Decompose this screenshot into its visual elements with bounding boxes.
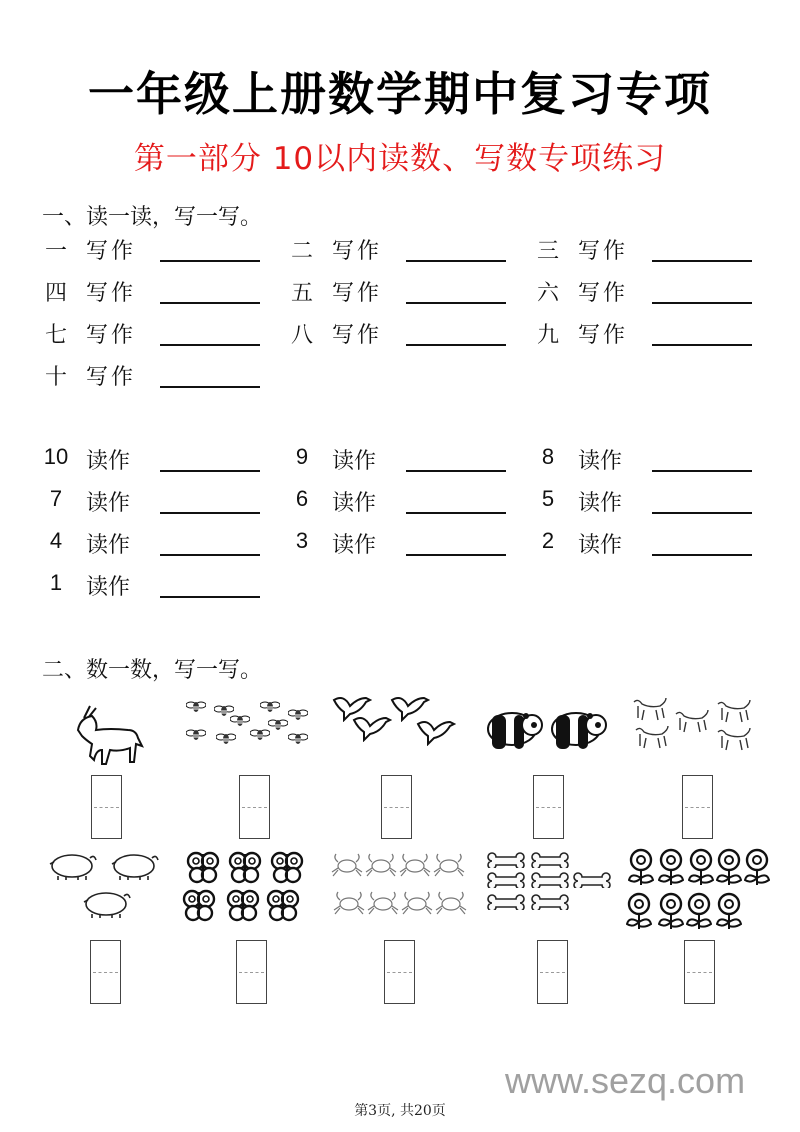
answer-box[interactable] — [537, 940, 568, 1004]
pig-icon — [108, 850, 160, 886]
item-number: 五 — [290, 281, 313, 306]
read-item — [38, 570, 278, 600]
bone-icon — [530, 892, 570, 914]
bone-icon — [486, 850, 526, 872]
item-number: 七 — [44, 323, 67, 348]
bee-icon — [216, 730, 236, 749]
pig-icon — [46, 850, 98, 886]
read-item — [284, 486, 524, 516]
bee-icon — [250, 726, 270, 745]
dashed-midline — [687, 972, 712, 973]
section-subtitle: 第一部分 10以内读数、写数专项练习 — [133, 141, 667, 177]
write-item — [284, 234, 524, 264]
bee-icon — [288, 730, 308, 749]
answer-blank[interactable] — [406, 470, 506, 472]
crab-icon — [432, 848, 466, 882]
item-number: 9 — [295, 444, 309, 469]
item-label: 读作 — [86, 533, 131, 558]
pig-icon — [80, 888, 132, 924]
answer-blank[interactable] — [652, 260, 752, 262]
answer-blank[interactable] — [406, 302, 506, 304]
answer-blank[interactable] — [160, 302, 260, 304]
write-item — [38, 234, 278, 264]
bee-icon — [268, 716, 288, 735]
bee-icon — [186, 726, 206, 745]
panda-icon — [548, 705, 608, 755]
write-item — [38, 360, 278, 390]
flower-icon — [716, 848, 742, 890]
item-label: 写作 — [332, 281, 383, 306]
item-number: 10 — [43, 444, 69, 469]
item-label: 读作 — [578, 491, 623, 516]
item-number: 4 — [49, 528, 63, 553]
bone-icon — [486, 870, 526, 892]
item-number: 6 — [295, 486, 309, 511]
answer-blank[interactable] — [652, 554, 752, 556]
flower-icon — [744, 848, 770, 890]
answer-blank[interactable] — [160, 386, 260, 388]
item-label: 读作 — [332, 533, 377, 558]
flower-icon — [628, 848, 654, 890]
item-label: 读作 — [578, 449, 623, 474]
answer-blank[interactable] — [406, 344, 506, 346]
flower-icon — [626, 892, 652, 934]
answer-blank[interactable] — [652, 302, 752, 304]
dashed-midline — [387, 972, 412, 973]
write-item — [530, 276, 770, 306]
item-number: 六 — [536, 281, 559, 306]
flower-icon — [658, 892, 684, 934]
dashed-midline — [94, 807, 119, 808]
answer-blank[interactable] — [406, 260, 506, 262]
item-label: 读作 — [86, 449, 131, 474]
flower-icon — [688, 848, 714, 890]
answer-blank[interactable] — [160, 260, 260, 262]
answer-box[interactable] — [381, 775, 412, 839]
answer-box[interactable] — [236, 940, 267, 1004]
butterfly-icon — [270, 850, 304, 888]
item-label: 读作 — [86, 575, 131, 600]
write-item — [530, 234, 770, 264]
read-item — [284, 528, 524, 558]
item-label: 写作 — [332, 239, 383, 264]
item-number: 一 — [44, 239, 67, 264]
item-label: 读作 — [86, 491, 131, 516]
dashed-midline — [384, 807, 409, 808]
read-item — [530, 528, 770, 558]
item-number: 1 — [49, 570, 63, 595]
item-label: 写作 — [578, 323, 629, 348]
crab-icon — [434, 886, 468, 920]
butterfly-icon — [182, 888, 216, 926]
answer-box[interactable] — [239, 775, 270, 839]
answer-blank[interactable] — [160, 554, 260, 556]
dove-icon — [414, 714, 456, 750]
answer-blank[interactable] — [406, 512, 506, 514]
bone-icon — [530, 850, 570, 872]
answer-box[interactable] — [684, 940, 715, 1004]
butterfly-icon — [226, 888, 260, 926]
page-title: 一年级上册数学期中复习专项 — [88, 67, 712, 121]
item-number: 二 — [290, 239, 313, 264]
item-number: 7 — [49, 486, 63, 511]
answer-blank[interactable] — [652, 344, 752, 346]
answer-blank[interactable] — [160, 470, 260, 472]
item-number: 8 — [541, 444, 555, 469]
answer-blank[interactable] — [652, 512, 752, 514]
answer-blank[interactable] — [160, 596, 260, 598]
item-label: 写作 — [86, 239, 137, 264]
bee-icon — [288, 706, 308, 725]
answer-box[interactable] — [90, 940, 121, 1004]
item-label: 写作 — [578, 281, 629, 306]
butterfly-icon — [228, 850, 262, 888]
item-number: 九 — [536, 323, 559, 348]
read-item — [530, 486, 770, 516]
item-number: 八 — [290, 323, 313, 348]
item-number: 三 — [536, 239, 559, 264]
crab-icon — [400, 886, 434, 920]
dashed-midline — [93, 972, 118, 973]
dashed-midline — [685, 807, 710, 808]
write-item — [38, 276, 278, 306]
flower-icon — [658, 848, 684, 890]
dashed-midline — [540, 972, 565, 973]
bee-icon — [260, 698, 280, 717]
item-number: 2 — [541, 528, 555, 553]
read-item — [284, 444, 524, 474]
flower-icon — [716, 892, 742, 934]
question-2-heading: 二、数一数，写一写。 — [42, 658, 263, 683]
horse-icon — [672, 708, 712, 740]
write-item — [530, 318, 770, 348]
flower-icon — [686, 892, 712, 934]
answer-blank[interactable] — [652, 470, 752, 472]
item-label: 读作 — [332, 491, 377, 516]
horse-icon — [632, 724, 672, 756]
read-item — [38, 444, 278, 474]
butterfly-icon — [266, 888, 300, 926]
dashed-midline — [239, 972, 264, 973]
goat-icon — [70, 700, 150, 774]
item-label: 写作 — [86, 323, 137, 348]
item-label: 写作 — [332, 323, 383, 348]
answer-box[interactable] — [533, 775, 564, 839]
answer-box[interactable] — [91, 775, 122, 839]
horse-icon — [714, 726, 754, 758]
watermark: www.sezq.com — [505, 1060, 746, 1101]
bone-icon — [530, 870, 570, 892]
answer-box[interactable] — [384, 940, 415, 1004]
item-label: 读作 — [332, 449, 377, 474]
crab-icon — [366, 886, 400, 920]
crab-icon — [332, 886, 366, 920]
write-item — [284, 276, 524, 306]
item-label: 写作 — [86, 365, 137, 390]
answer-box[interactable] — [682, 775, 713, 839]
butterfly-icon — [186, 850, 220, 888]
dashed-midline — [536, 807, 561, 808]
item-number: 十 — [44, 365, 67, 390]
dove-icon — [350, 710, 392, 746]
bone-icon — [486, 892, 526, 914]
write-item — [38, 318, 278, 348]
write-item — [284, 318, 524, 348]
item-number: 3 — [295, 528, 309, 553]
panda-icon — [484, 705, 544, 755]
read-item — [38, 486, 278, 516]
answer-blank[interactable] — [160, 512, 260, 514]
read-item — [38, 528, 278, 558]
crab-icon — [330, 848, 364, 882]
page-number: 第3页, 共20页 — [354, 1103, 446, 1119]
item-number: 5 — [541, 486, 555, 511]
answer-blank[interactable] — [406, 554, 506, 556]
answer-blank[interactable] — [160, 344, 260, 346]
crab-icon — [398, 848, 432, 882]
bee-icon — [186, 698, 206, 717]
dashed-midline — [242, 807, 267, 808]
bone-icon — [572, 870, 612, 892]
item-label: 写作 — [578, 239, 629, 264]
read-item — [530, 444, 770, 474]
item-label: 写作 — [86, 281, 137, 306]
item-label: 读作 — [578, 533, 623, 558]
item-number: 四 — [44, 281, 67, 306]
crab-icon — [364, 848, 398, 882]
bee-icon — [230, 712, 250, 731]
question-1-heading: 一、读一读，写一写。 — [42, 205, 263, 230]
